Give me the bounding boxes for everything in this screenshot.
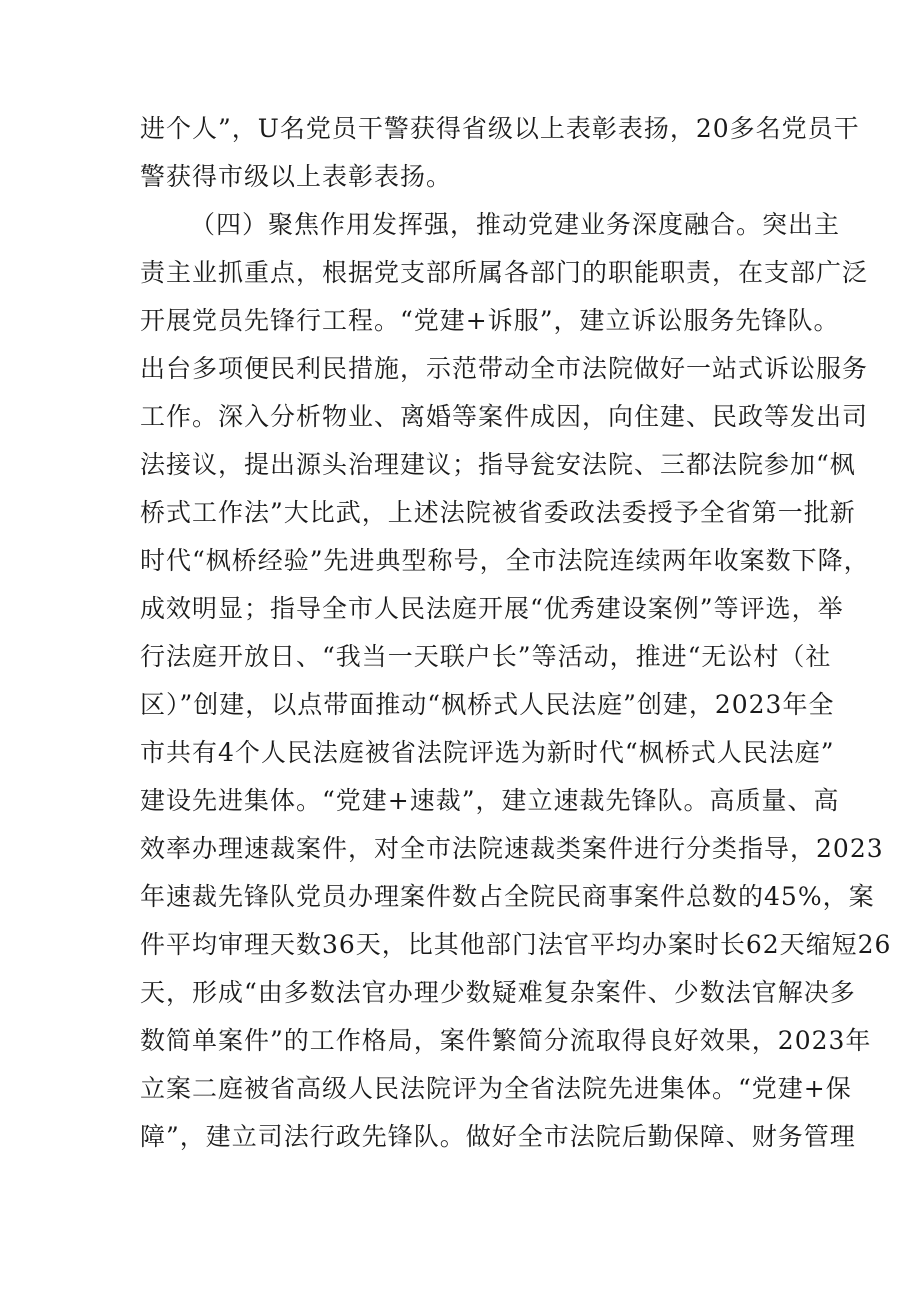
text-line: 障”，建立司法行政先锋队。做好全市法院后勤保障、财务管理	[140, 1122, 856, 1151]
text-line: 进个人”，U名党员干警获得省级以上表彰表扬，20多名党员干	[140, 114, 860, 143]
text-line: 天，形成“由多数法官办理少数疑难复杂案件、少数法官解决多	[140, 978, 856, 1007]
text-line: 工作。深入分析物业、离婚等案件成因，向住建、民政等发出司	[140, 402, 869, 431]
text-line: 时代“枫桥经验”先进典型称号，全市法院连续两年收案数下降，	[140, 546, 870, 575]
text-line: 数简单案件”的工作格局，案件繁简分流取得良好效果，2023年	[140, 1026, 872, 1055]
section-heading-line: （四）聚焦作用发挥强，推动党建业务深度融合。突出主	[190, 210, 841, 239]
text-line: 行法庭开放日、“我当一天联户长”等活动，推进“无讼村（社	[140, 642, 832, 671]
text-line: 责主业抓重点，根据党支部所属各部门的职能职责，在支部广泛	[140, 258, 869, 287]
text-line: 年速裁先锋队党员办理案件数占全院民商事案件总数的45%，案	[140, 882, 875, 911]
text-line: 建设先进集体。“党建+速裁”，建立速裁先锋队。高质量、高	[140, 786, 840, 815]
text-line: 立案二庭被省高级人民法院评为全省法院先进集体。“党建+保	[140, 1074, 852, 1103]
text-line: 桥式工作法”大比武，上述法院被省委政法委授予全省第一批新	[140, 498, 856, 527]
text-line: 效率办理速裁案件，对全市法院速裁类案件进行分类指导，2023	[140, 834, 884, 863]
text-line: 成效明显；指导全市人民法庭开展“优秀建设案例”等评选，举	[140, 594, 844, 623]
text-line: 开展党员先锋行工程。“党建+诉服”，建立诉讼服务先锋队。	[140, 306, 840, 335]
text-line: 市共有4个人民法庭被省法院评选为新时代“枫桥式人民法庭”	[140, 738, 835, 767]
document-body	[140, 105, 892, 1161]
text-line: 警获得市级以上表彰表扬。	[140, 162, 453, 191]
text-line: 法接议，提出源头治理建议；指导瓮安法院、三都法院参加“枫	[140, 450, 856, 479]
text-line: 件平均审理天数36天，比其他部门法官平均办案时长62天缩短26	[140, 930, 892, 959]
text-line: 出台多项便民利民措施，示范带动全市法院做好一站式诉讼服务	[140, 354, 869, 383]
text-line: 区）”创建，以点带面推动“枫桥式人民法庭”创建，2023年全	[140, 690, 835, 719]
